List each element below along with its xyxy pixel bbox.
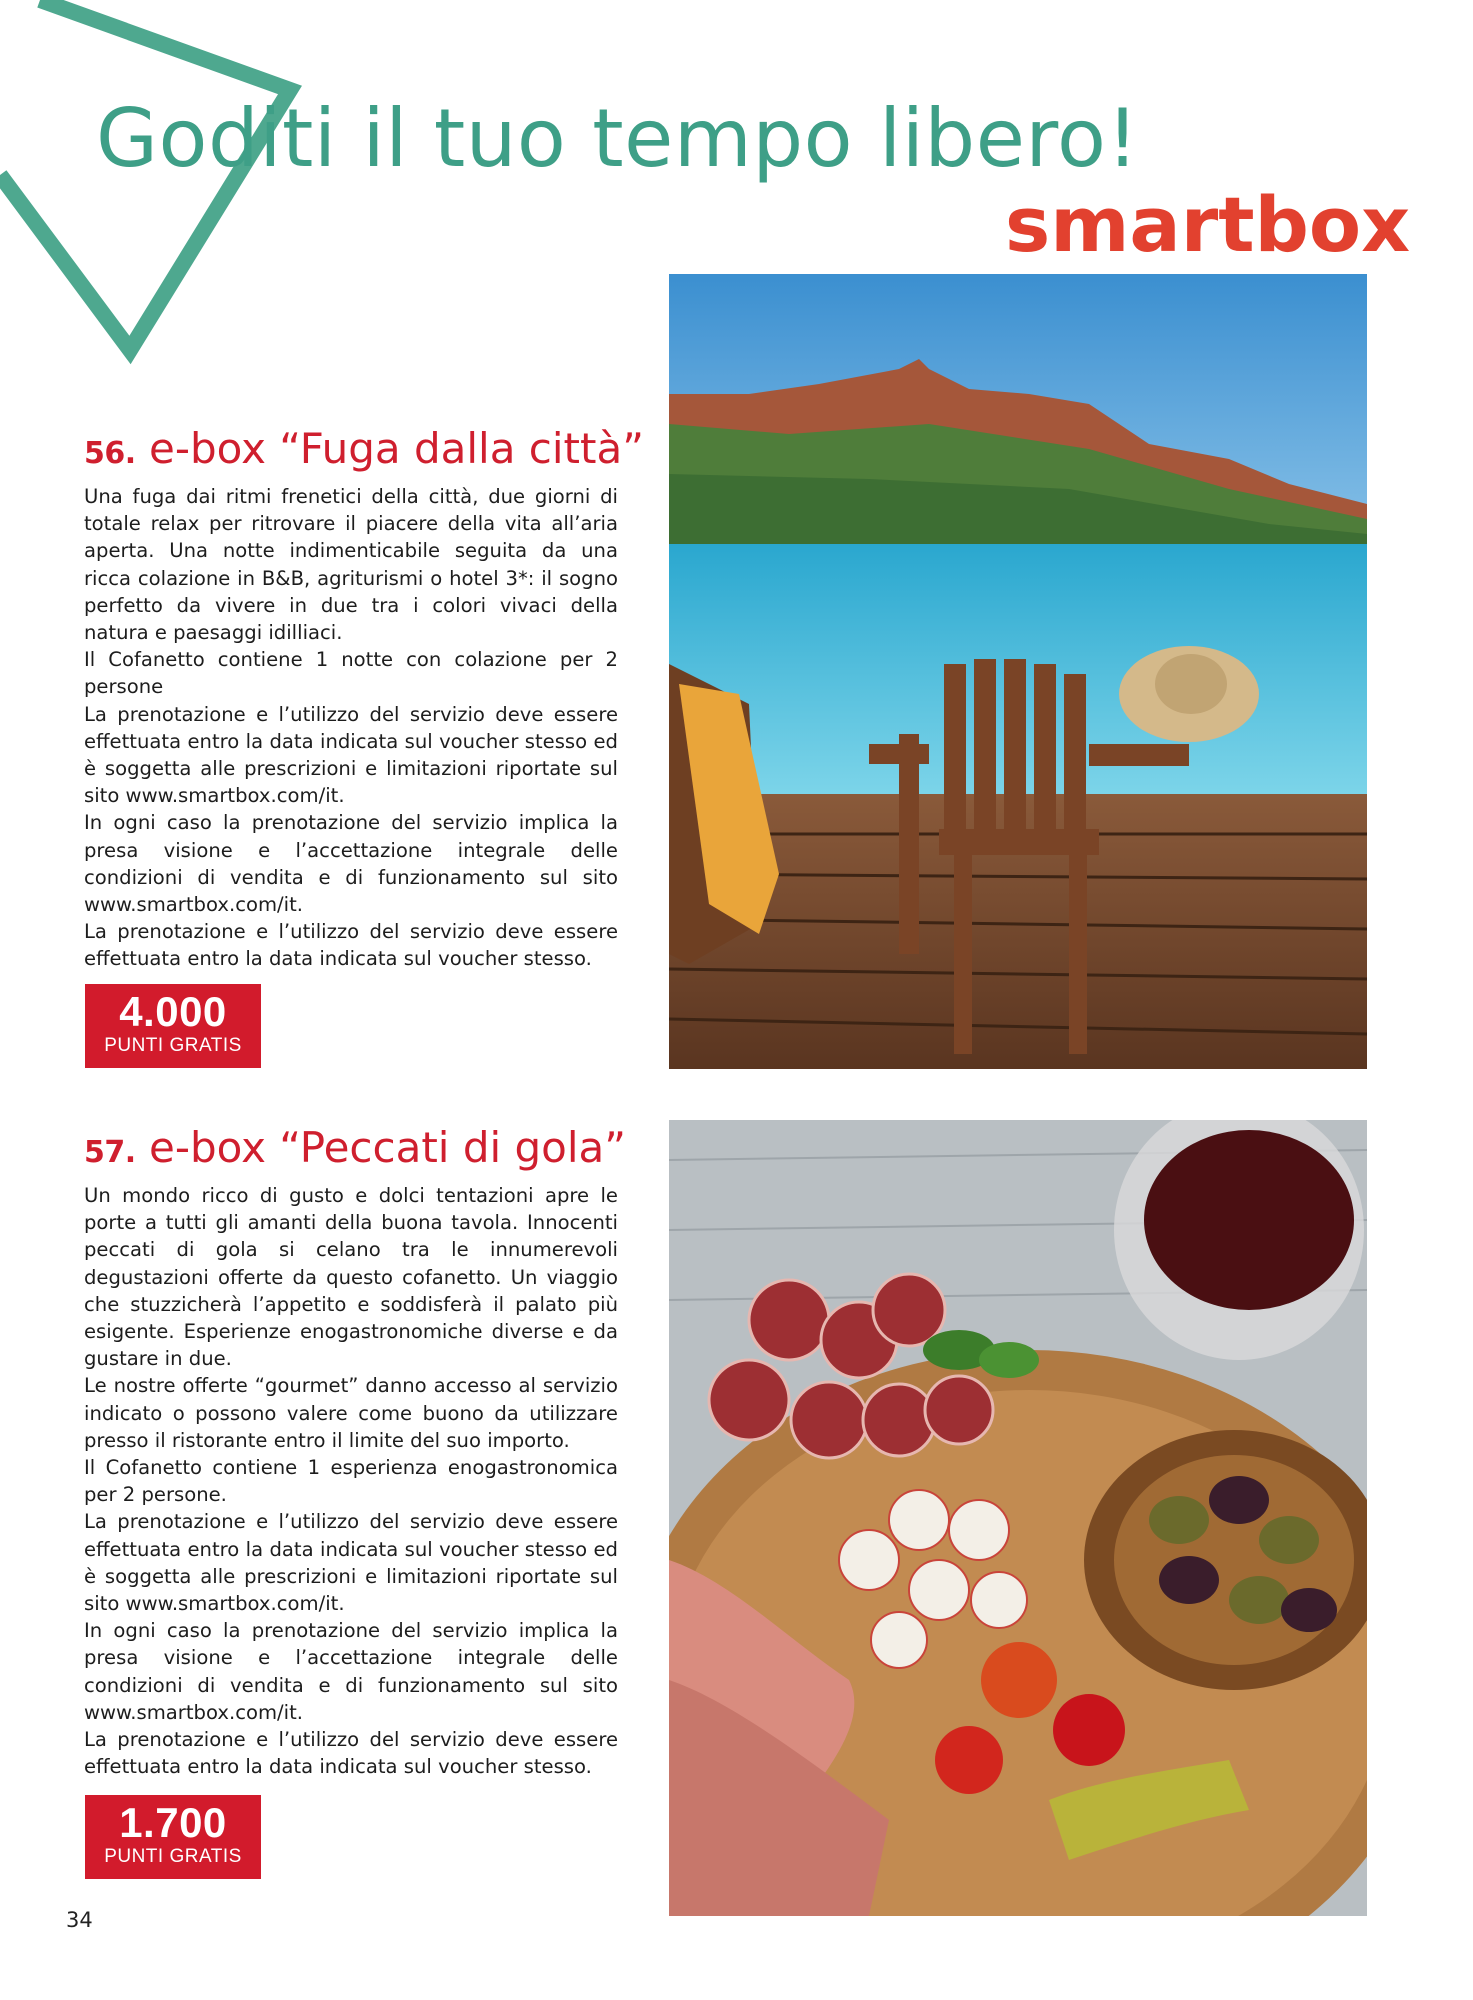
- points-label: PUNTI GRATIS: [104, 1846, 242, 1867]
- description-paragraph: In ogni caso la prenotazione del servizio implica la presa visione e l’accettazione integrale delle condizioni di vendita e di funzionamento sul sito www.smartbox.com/it.: [84, 811, 618, 917]
- description-paragraph: La prenotazione e l’utilizzo del servizio deve essere effettuata entro la data indicata sul voucher stesso ed è soggetta alle prescrizioni e limitazioni riportate sul sito www.smartbox.com/it.: [84, 702, 618, 808]
- description-paragraph: In ogni caso la prenotazione del servizio implica la presa visione e l’accettazione integrale delle condizioni di vendita e di funzionamento sul sito www.smartbox.com/it.: [84, 1619, 618, 1724]
- offer-description: [84, 483, 618, 973]
- smartbox-logo: smartbox: [1005, 180, 1411, 269]
- description-paragraph: La prenotazione e l’utilizzo del servizio deve essere effettuata entro la data indicata sul voucher stesso ed è soggetta alle prescrizioni e limitazioni riportate sul sito www.smartbox.com/it.: [84, 1510, 618, 1616]
- offer-number: 57.: [84, 1135, 136, 1170]
- description-paragraph: Le nostre offerte “gourmet” danno accesso al servizio indicato o possono valere come buono da utilizzare presso il ristorante entro il limite del suo importo.: [84, 1374, 618, 1452]
- points-label: PUNTI GRATIS: [104, 1035, 242, 1056]
- offer-name: e-box “Peccati di gola”: [149, 1123, 627, 1172]
- charcuterie-board-photo: [669, 1120, 1367, 1916]
- description-paragraph: Un mondo ricco di gusto e dolci tentazioni apre le porte a tutti gli amanti della buona tavola. Innocenti peccati di gola si celano tra le innumerevoli degustazioni offerte da questo cofanetto. Un viaggio che stuzzicherà l’appetito e soddisferà il palato più esigente. Esperienze enogastronomiche diverse e da gustare in due.: [84, 1184, 618, 1371]
- page-headline: Goditi il tuo tempo libero!: [96, 92, 1140, 185]
- description-paragraph: La prenotazione e l’utilizzo del servizio deve essere effettuata entro la data indicata sul voucher stesso.: [84, 1728, 618, 1779]
- offer-number: 56.: [84, 436, 136, 471]
- page-number: 34: [66, 1908, 93, 1932]
- offer-name: e-box “Fuga dalla città”: [149, 424, 644, 473]
- seaside-deck-chairs-photo: [669, 274, 1367, 1069]
- points-value: 4.000: [119, 988, 227, 1035]
- points-value: 1.700: [119, 1799, 227, 1846]
- offer-title: [84, 424, 644, 479]
- offer-title: [84, 1123, 627, 1178]
- description-paragraph: Il Cofanetto contiene 1 notte con colazione per 2 persone: [84, 648, 618, 699]
- description-paragraph: Il Cofanetto contiene 1 esperienza enogastronomica per 2 persone.: [84, 1456, 618, 1507]
- offer-description: [84, 1182, 618, 1780]
- offer-57: [84, 1123, 627, 1780]
- description-paragraph: La prenotazione e l’utilizzo del servizio deve essere effettuata entro la data indicata sul voucher stesso.: [84, 920, 618, 971]
- points-badge: [85, 1795, 261, 1879]
- corner-diamond-decoration: [0, 0, 320, 380]
- offer-56: [84, 424, 644, 973]
- points-badge: [85, 984, 261, 1068]
- description-paragraph: Una fuga dai ritmi frenetici della città, due giorni di totale relax per ritrovare il piacere della vita all’aria aperta. Una notte indimenticabile seguita da una ricca colazione in B&B, agriturismi o hotel 3*: il sogno perfetto da vivere in due tra i colori vivaci della natura e paesaggi idilliaci.: [84, 485, 618, 645]
